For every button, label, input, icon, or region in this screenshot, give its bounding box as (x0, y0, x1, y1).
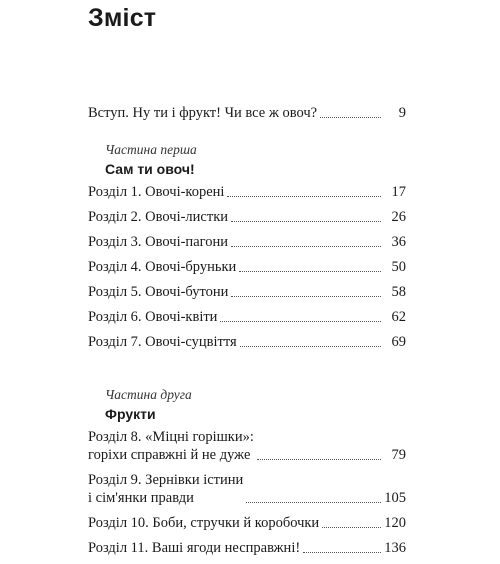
toc-entry-page: 58 (391, 284, 406, 300)
toc-entry-title: Розділ 10. Боби, стручки й коробочки (88, 515, 320, 531)
toc-entry-chapter (88, 233, 406, 251)
part-title: Сам ти овоч! (105, 161, 195, 177)
toc-entry-title (88, 428, 254, 464)
dot-leader (320, 117, 381, 118)
toc-entry-chapter (88, 539, 406, 557)
toc-entry-title: Розділ 5. Овочі-бутони (88, 284, 229, 300)
toc-entry-title: Розділ 7. Овочі-суцвіття (88, 334, 237, 350)
toc-entry-title: Вступ. Ну ти і фрукт! Чи все ж овоч? (88, 105, 318, 121)
toc-entry-chapter (88, 283, 406, 301)
toc-entry-page: 62 (391, 309, 406, 325)
dot-leader (246, 502, 381, 503)
toc-entry-page: 9 (398, 105, 406, 121)
dot-leader (303, 552, 381, 553)
toc-entry-chapter (88, 428, 406, 464)
part-label: Частина перша (105, 142, 197, 157)
page-title: Зміст (88, 4, 157, 32)
toc-entry-chapter (88, 308, 406, 326)
toc-entry-chapter (88, 208, 406, 226)
toc-entry-chapter (88, 333, 406, 351)
toc-entry-page: 120 (384, 515, 406, 531)
toc-entry-title: Розділ 3. Овочі-пагони (88, 234, 228, 250)
dot-leader (231, 221, 381, 222)
dot-leader (231, 296, 381, 297)
toc-entry-page: 105 (384, 490, 406, 506)
toc-entry-page: 17 (391, 184, 406, 200)
toc-entry-page: 50 (391, 259, 406, 275)
toc-entry-page: 36 (391, 234, 406, 250)
dot-leader (322, 527, 381, 528)
dot-leader (239, 271, 381, 272)
toc-entry-title-line: Розділ 8. «Міцні горішки»: (88, 429, 254, 445)
toc-entry-intro (88, 104, 406, 122)
toc-entry-title: Розділ 6. Овочі-квіти (88, 309, 218, 325)
toc-entry-chapter (88, 471, 406, 507)
toc-entry-title-line: горіхи справжні й не дуже (88, 447, 251, 463)
part-title: Фрукти (105, 406, 156, 422)
toc-entry-title: Розділ 1. Овочі-корені (88, 184, 225, 200)
dot-leader (257, 459, 381, 460)
toc-entry-title (88, 471, 243, 507)
table-of-contents (88, 104, 406, 564)
toc-entry-title: Розділ 11. Ваші ягоди несправжні! (88, 540, 301, 556)
toc-entry-page: 69 (391, 334, 406, 350)
toc-entry-page: 79 (391, 447, 406, 463)
toc-entry-title-line: Розділ 9. Зернівки істини (88, 472, 244, 488)
toc-entry-title: Розділ 4. Овочі-бруньки (88, 259, 237, 275)
dot-leader (231, 246, 381, 247)
toc-entry-page: 26 (391, 209, 406, 225)
toc-entry-chapter (88, 514, 406, 532)
toc-entry-page: 136 (384, 540, 406, 556)
toc-entry-chapter (88, 258, 406, 276)
toc-entry-title-line: і сім'янки правди (88, 490, 194, 506)
toc-entry-chapter (88, 183, 406, 201)
toc-entry-title: Розділ 2. Овочі-листки (88, 209, 229, 225)
dot-leader (240, 346, 381, 347)
dot-leader (220, 321, 381, 322)
dot-leader (227, 196, 381, 197)
part-label: Частина друга (105, 387, 192, 402)
